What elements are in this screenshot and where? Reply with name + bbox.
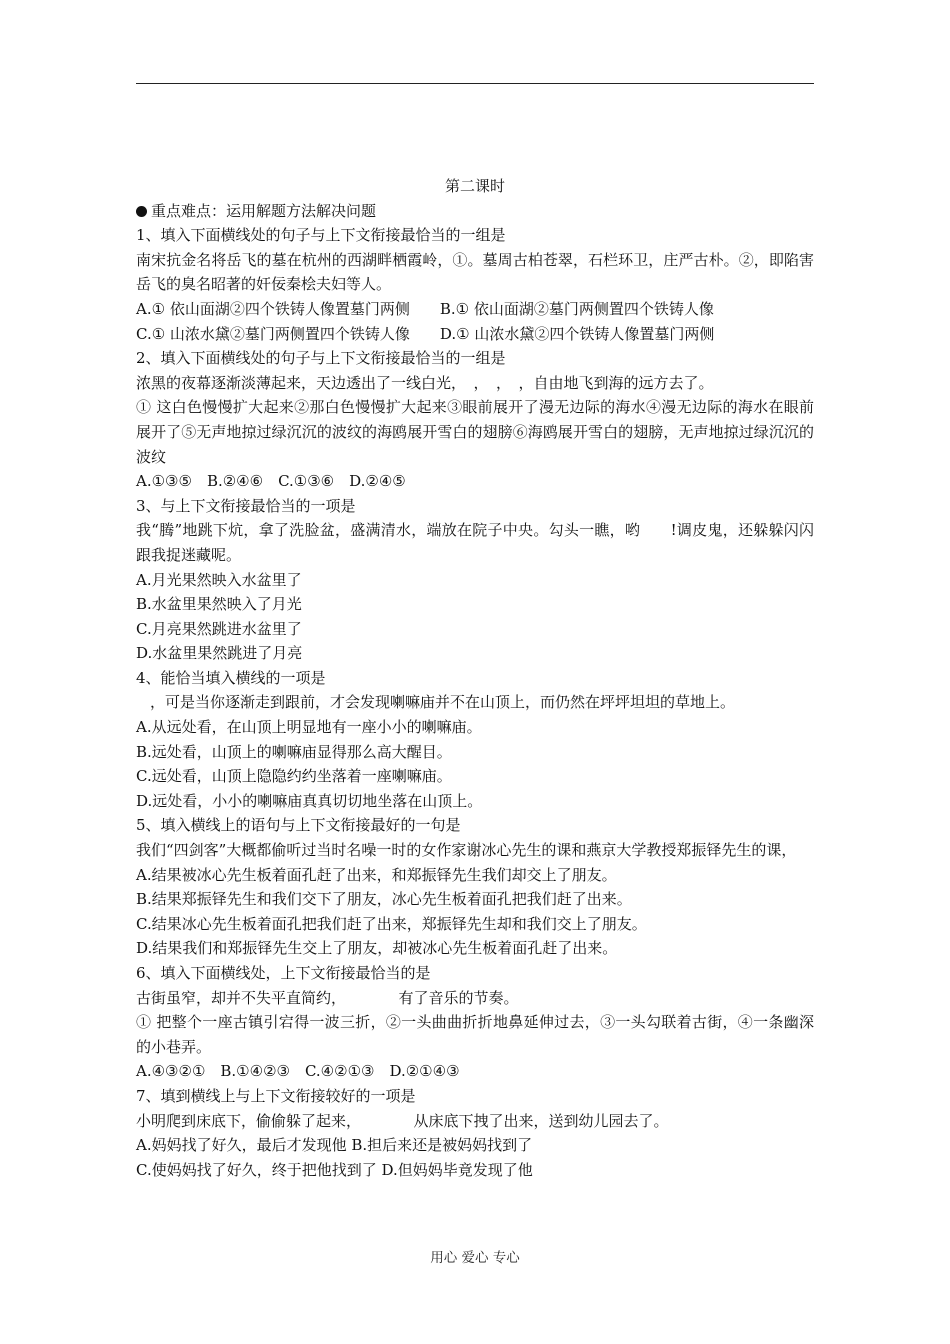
document-body — [136, 174, 814, 1182]
text-line: 浓黑的夜幕逐渐淡薄起来，天边透出了一线白光， ， ， ，自由地飞到海的远方去了。 — [136, 373, 714, 392]
text-line: A.结果被冰心先生板着面孔赶了出来，和郑振铎先生我们却交上了朋友。 — [136, 865, 617, 884]
text-line: 南宋抗金名将岳飞的墓在杭州的西湖畔栖霞岭，①。墓周古柏苍翠，石栏环卫，庄严古朴。②，即陷害岳飞的臭名昭著的奸佞秦桧夫妇等人。 — [136, 250, 814, 294]
text-line: 古街虽窄，却并不失平直简约， 有了音乐的节奏。 — [136, 988, 519, 1007]
question-list — [136, 223, 814, 1182]
text-line: C.① 山浓水黛②墓门两侧置四个铁铸人像 D.① 山浓水黛②四个铁铸人像置墓门两侧 — [136, 324, 715, 343]
text-line: ① 把整个一座古镇引宕得一波三折，②一头曲曲折折地鼻延伸过去，③一头勾联着古街，④一条幽深的小巷弄。 — [136, 1013, 814, 1056]
text-line: B.结果郑振铎先生和我们交下了朋友，冰心先生板着面孔把我们赶了出来。 — [136, 890, 632, 909]
text-line: D.远处看，小小的喇嘛庙真真切切地坐落在山顶上。 — [136, 791, 483, 810]
text-line: D.结果我们和郑振铎先生交上了朋友，却被冰心先生板着面孔赶了出来。 — [136, 939, 618, 958]
text-line: 我“腾”地跳下炕，拿了洗脸盆，盛满清水，端放在院子中央。勾头一瞧，哟 !调皮鬼，还躲躲闪闪跟我捉迷藏呢。 — [136, 521, 814, 564]
text-line: 我们“四剑客”大概都偷听过当时名噪一时的女作家谢冰心先生的课和燕京大学教授郑振铎先生的课， — [136, 841, 797, 860]
text-line: 4、能恰当填入横线的一项是 — [136, 668, 326, 687]
text-line: C.结果冰心先生板着面孔把我们赶了出来，郑振铎先生却和我们交上了朋友。 — [136, 914, 647, 933]
text-line: A.① 依山面湖②四个铁铸人像置墓门两侧 B.① 依山面湖②墓门两侧置四个铁铸人像 — [136, 299, 714, 318]
text-line: ① 这白色慢慢扩大起来②那白色慢慢扩大起来③眼前展开了漫无边际的海水④漫无边际的海水在眼前展开了⑤无声地掠过绿沉沉的波纹的海鸥展开雪白的翅膀⑥海鸥展开雪白的翅膀，无声地掠过绿沉沉的波纹 — [136, 398, 814, 466]
text-line: 小明爬到床底下，偷偷躲了起来， 从床底下拽了出来，送到幼儿园去了。 — [136, 1111, 669, 1130]
text-line: C.远处看，山顶上隐隐约约坐落着一座喇嘛庙。 — [136, 767, 452, 786]
text-line: 6、填入下面横线处，上下文衔接最恰当的是 — [136, 964, 431, 982]
page-footer: 用心 爱心 专心 — [430, 1250, 520, 1266]
text-line: C.月亮果然跳进水盆里了 — [136, 619, 302, 638]
text-line: ，可是当你逐渐走到跟前，才会发现喇嘛庙并不在山顶上，而仍然在坪坪坦坦的草地上。 — [150, 693, 736, 712]
text-line: 3、与上下文衔接最恰当的一项是 — [136, 496, 356, 515]
focus-text: 重点难点：运用解题方法解决问题 — [151, 201, 377, 220]
text-line: A.妈妈找了好久，最后才发现他 B.担后来还是被妈妈找到了 — [136, 1136, 533, 1155]
header-rule — [136, 83, 814, 84]
bullet-icon — [136, 206, 147, 217]
text-line: D.水盆里果然跳进了月亮 — [136, 644, 303, 663]
text-line: A.月光果然映入水盆里了 — [136, 570, 302, 589]
text-line: 1、填入下面横线处的句子与上下文衔接最恰当的一组是 — [136, 226, 506, 245]
text-line: B.远处看，山顶上的喇嘛庙显得那么高大醒目。 — [136, 742, 452, 761]
focus-line — [136, 199, 814, 224]
text-line: 5、填入横线上的语句与上下文衔接最好的一句是 — [136, 816, 461, 835]
text-line: A.从远处看，在山顶上明显地有一座小小的喇嘛庙。 — [136, 718, 482, 737]
text-line: C.使妈妈找了好久，终于把他找到了 D.但妈妈毕竟发现了他 — [136, 1160, 533, 1179]
text-line: A.④③②① B.①④②③ C.④②①③ D.②①④③ — [136, 1062, 460, 1081]
text-line: 2、填入下面横线处的句子与上下文衔接最恰当的一组是 — [136, 349, 506, 368]
lesson-title: 第二课时 — [444, 177, 505, 195]
text-line: 7、填到横线上与上下文衔接较好的一项是 — [136, 1086, 416, 1105]
text-line: B.水盆里果然映入了月光 — [136, 595, 302, 614]
text-line: A.①③⑤ B.②④⑥ C.①③⑥ D.②④⑤ — [136, 472, 406, 491]
